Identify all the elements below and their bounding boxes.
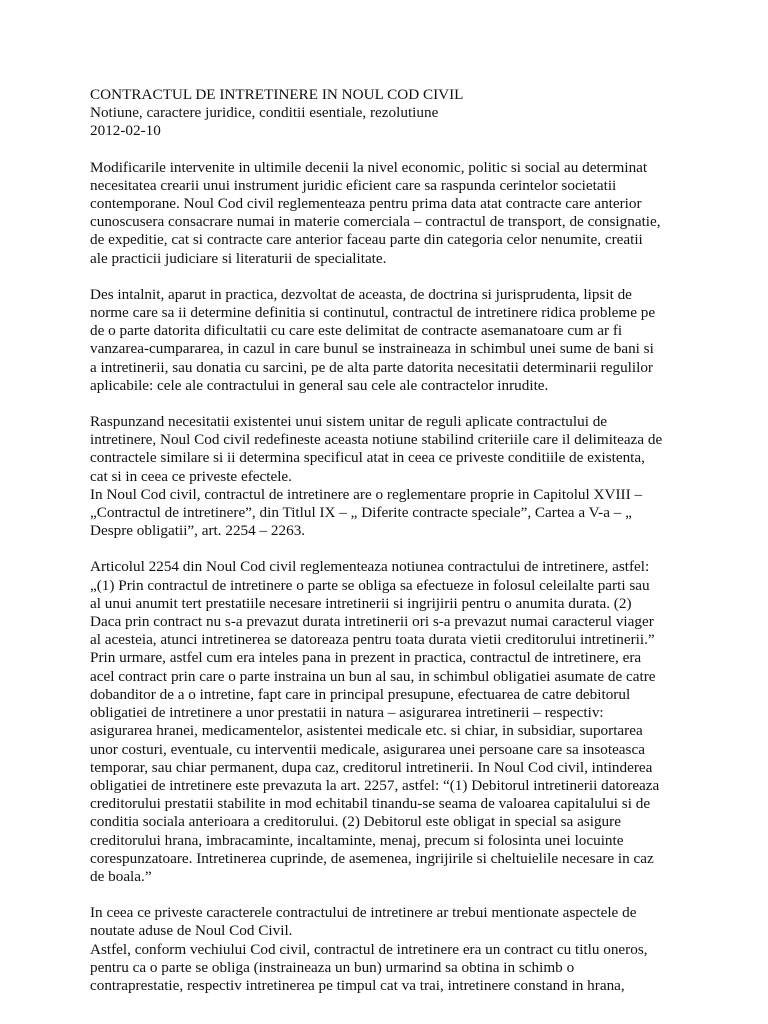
- text-line: contraprestatie, respectiv intretinerea pe timpul cat va trai, intretinere constand in hrana,: [90, 976, 625, 994]
- text-line: cat si in ceea ce priveste efectele.: [90, 467, 292, 485]
- text-line: asigurarea hranei, medicamentelor, asistentei medicale etc. si chiar, in subsidiar, suportarea: [90, 722, 643, 740]
- paragraph-5: [90, 904, 682, 995]
- paragraph-1: [90, 159, 682, 268]
- text-line: obligatiei de intretinere a unor prestatii in natura – asigurarea intretinerii – respectiv:: [90, 704, 604, 722]
- paragraph-4: [90, 558, 682, 886]
- text-line: al acesteia, atunci intretinerea se datoreaza pentru toata durata vietii creditorului intretinerii.”: [90, 631, 655, 649]
- text-line: In ceea ce priveste caracterele contractului de intretinere ar trebui mentionate aspectele de: [90, 904, 637, 922]
- text-line: cunoscusera consacrare numai in materie comerciala – contractul de transport, de consignatie,: [90, 213, 661, 231]
- text-line: acel contract prin care o parte instraina un bun al sau, in schimbul obligatiei asumate de catre: [90, 667, 656, 685]
- text-line: al unui anumit tert prestatiile necesare intretinerii si ingrijirii pentru o anumita durata. (2): [90, 594, 632, 612]
- text-line: noutate aduse de Noul Cod Civil.: [90, 922, 293, 940]
- text-line: contractele similare si ii determina specificul atat in ceea ce priveste conditiile de existenta,: [90, 449, 645, 467]
- text-line: Des intalnit, aparut in practica, dezvoltat de aceasta, de doctrina si jurisprudenta, lipsit de: [90, 285, 632, 303]
- paragraph-3: [90, 413, 682, 540]
- text-line: Daca prin contract nu s-a prevazut durata intretinerii ori s-a prevazut numai caracterul viager: [90, 613, 654, 631]
- text-line: Prin urmare, astfel cum era inteles pana in prezent in practica, contractul de intretinere, era: [90, 649, 642, 667]
- document-title: CONTRACTUL DE INTRETINERE IN NOUL COD CIVIL: [90, 86, 464, 103]
- text-line: contemporane. Noul Cod civil reglementeaza pentru prima data atat contracte care anterior: [90, 195, 642, 213]
- text-line: temporar, sau chiar permanent, dupa caz, creditorul intretinerii. In Noul Cod civil, intinderea: [90, 758, 653, 776]
- text-line: Despre obligatii”, art. 2254 – 2263.: [90, 522, 306, 540]
- text-line: norme care sa ii determine definitia si continutul, contractul de intretinere ridica probleme pe: [90, 304, 656, 322]
- text-line: Modificarile intervenite in ultimile decenii la nivel economic, politic si social au determinat: [90, 158, 648, 176]
- text-line: a intretinerii, sau donatia cu sarcini, pe de alta parte datorita necesitatii determinarii regulilor: [90, 358, 653, 376]
- text-line: de expeditie, cat si contracte care anterior faceau parte din categoria celor nenumite, creatii: [90, 231, 643, 249]
- text-line: Astfel, conform vechiului Cod civil, contractul de intretinere era un contract cu titlu oneros,: [90, 940, 648, 958]
- text-line: de boala.”: [90, 867, 152, 885]
- text-line: necesitatea crearii unui instrument juridic eficient care sa raspunda cerintelor societatii: [90, 176, 617, 194]
- text-line: Articolul 2254 din Noul Cod civil reglementeaza notiunea contractului de intretinere, astfel:: [90, 558, 650, 576]
- document-subtitle: Notiune, caractere juridice, conditii esentiale, rezolutiune: [90, 104, 439, 122]
- text-line: unor costuri, eventuale, cu interventii medicale, asigurarea unei persoane care sa insoteasca: [90, 740, 645, 758]
- text-line: de o parte datorita dificultatii cu care este delimitat de contracte asemanatoare cum ar fi: [90, 322, 623, 340]
- text-line: „(1) Prin contractul de intretinere o parte se obliga sa efectueze in folosul celeilalte parti sau: [90, 576, 650, 594]
- text-line: aplicabile: cele ale contractului in general sau cele ale contractelor inrudite.: [90, 376, 549, 394]
- text-line: pentru ca o parte se obliga (instraineaza un bun) urmarind sa obtina in schimb o: [90, 958, 575, 976]
- text-line: Raspunzand necesitatii existentei unui sistem unitar de reguli aplicate contractului de: [90, 413, 608, 431]
- text-line: vanzarea-cumpararea, in cazul in care bunul se instraineaza in schimbul unei sume de bani si: [90, 340, 654, 358]
- text-line: creditorului prestatii stabilite in mod echitabil tinandu-se seama de valoarea capitalului si de: [90, 795, 651, 813]
- text-line: obligatiei de intretinere este prevazuta la art. 2257, astfel: “(1) Debitorul intretinerii datoreaza: [90, 776, 660, 794]
- text-line: creditorului hrana, imbracaminte, incaltaminte, menaj, precum si folosinta unei locuinte: [90, 831, 624, 849]
- text-line: conditia sociala anterioara a creditorului. (2) Debitorul este obligat in special sa asigure: [90, 813, 621, 831]
- text-line: corespunzatoare. Intretinerea cuprinde, de asemenea, ingrijirile si cheltuielile necesare in caz: [90, 849, 654, 867]
- document-header: [90, 86, 682, 141]
- text-line: In Noul Cod civil, contractul de intretinere are o reglementare proprie in Capitolul XVIII –: [90, 485, 643, 503]
- text-line: ale practicii judiciare si literaturii de specialitate.: [90, 249, 387, 267]
- document-date: 2012-02-10: [90, 122, 161, 140]
- text-line: „Contractul de intretinere”, din Titlul IX – „ Diferite contracte speciale”, Cartea a V-a – „: [90, 504, 632, 522]
- text-line: dobanditor de a o intretine, fapt care in principal presupune, efectuarea de catre debitorul: [90, 685, 631, 703]
- text-line: intretinere, Noul Cod civil redefineste aceasta notiune stabilind criteriile care il delimiteaza de: [90, 431, 663, 449]
- paragraph-2: [90, 286, 682, 395]
